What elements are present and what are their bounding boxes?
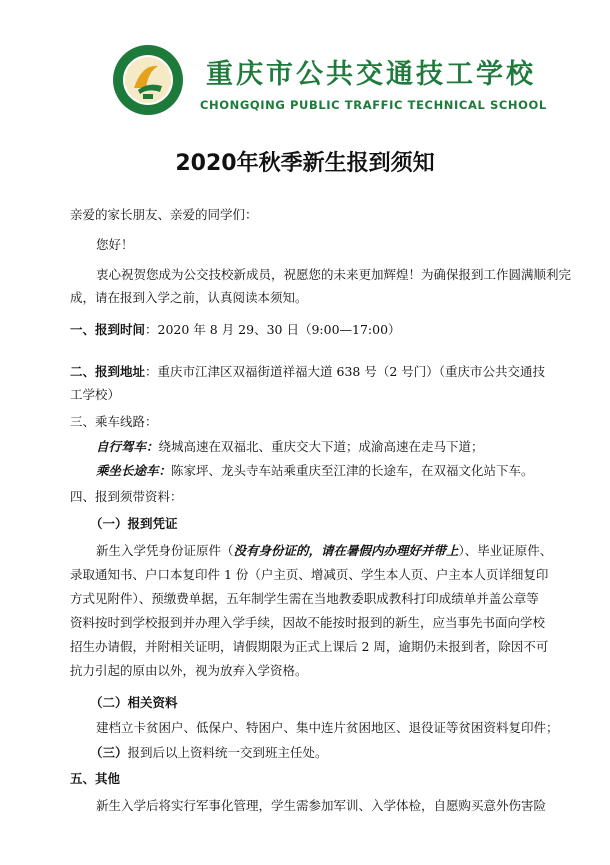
bus-text: 陈家坪、龙头寺车站乘重庆至江津的长途车，在双福文化站下车。 — [171, 463, 534, 478]
greeting: 亲爱的家长朋友、亲爱的同学们： — [70, 207, 258, 222]
hello: 您好！ — [96, 237, 134, 252]
drive-text: 绕城高速在双福北、重庆交大下道；成渝高速在走马下道； — [158, 439, 484, 454]
intro-line-2: 成，请在报到入学之前，认真阅读本须知。 — [70, 290, 308, 305]
section-5-heading: 五、其他 — [70, 771, 121, 786]
section-1-text: ：2020 年 8 月 29、30 日（9:00—17:00） — [145, 322, 401, 337]
page-title: 2020年秋季新生报到须知 — [175, 151, 435, 176]
p1-pre: 新生入学凭身份证原件（ — [96, 543, 234, 558]
section-4-p1 — [96, 545, 552, 558]
section-4-line-4: 资料按时到学校报到并办理入学手续，因故不能按时报到的新生，应当事先书面向学校 — [70, 615, 546, 630]
section-2-label: 二、报到地址 — [70, 364, 146, 379]
section-4-line-2: 录取通知书、户口本复印件 1 份（户主页、增减页、学生本人页、户主本人页详细复印 — [70, 567, 549, 582]
school-name-en: CHONGQING PUBLIC TRAFFIC TECHNICAL SCHOOL — [200, 98, 547, 112]
section-3-heading: 三、乘车线路： — [70, 414, 158, 429]
sub3-label: （三） — [90, 745, 128, 760]
drive-label: 自行驾车： — [96, 439, 159, 454]
section-2 — [70, 366, 545, 379]
section-4-heading: 四、报到须带资料： — [70, 489, 183, 504]
section-4-sub-1: （一）报到凭证 — [90, 516, 178, 531]
section-2-text: ：重庆市江津区双福街道祥福大道 638 号（2 号门）（重庆市公共交通技 — [145, 364, 545, 379]
school-name-cn: 重庆市公共交通技工学校 — [206, 59, 536, 90]
intro-line-1: 衷心祝贺您成为公交技校新成员，祝愿您的未来更加辉煌！为确保报到工作圆满顺利完 — [96, 267, 572, 282]
sub3-text: 报到后以上资料统一交到班主任处。 — [127, 745, 328, 760]
section-4-line-3: 方式见附件）、预缴费单据，五年制学生需在当地教委职成教科打印成绩单并盖公章等 — [70, 591, 539, 606]
school-logo-icon — [112, 44, 184, 116]
section-4-sub-3 — [90, 747, 328, 760]
section-2-line-2: 工学校） — [70, 387, 121, 402]
bus-route — [96, 465, 534, 478]
section-4-line-5: 招生办请假，并附相关证明，请假期限为正式上课后 2 周，逾期仍未报到者，除因不可 — [70, 639, 549, 654]
p1-bold: 没有身份证的，请在暑假内办理好并带上 — [233, 543, 459, 558]
section-4-sub-2: （二）相关资料 — [90, 695, 178, 710]
section-1-label: 一、报到时间 — [70, 322, 146, 337]
section-5-text: 新生入学后将实行军事化管理，学生需参加军训、入学体检，自愿购买意外伤害险 — [96, 798, 547, 813]
section-4-line-6: 抗力引起的原由以外，视为放弃入学资格。 — [70, 663, 308, 678]
section-4-sub-2-text: 建档立卡贫困户、低保户、特困户、集中连片贫困地区、退役证等贫困资料复印件； — [96, 720, 559, 735]
p1-post: ）、毕业证原件、 — [458, 543, 553, 558]
drive-route — [96, 441, 484, 454]
school-header — [112, 44, 547, 132]
section-1 — [70, 324, 401, 337]
bus-label: 乘坐长途车： — [96, 463, 172, 478]
